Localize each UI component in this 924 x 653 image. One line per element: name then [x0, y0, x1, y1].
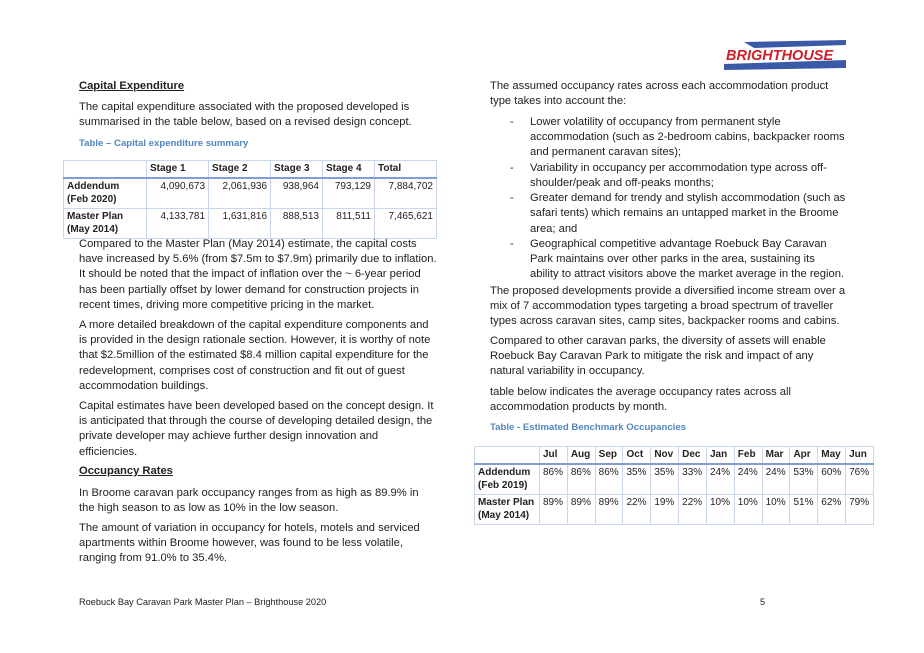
- income-stream-paragraph: The proposed developments provide a diversified income stream over a mix of 7 accommodation types targeting a broad spectrum of traveller types across caravan sites, camp sites, backpacker rooms and cabins.: [490, 285, 846, 328]
- occupancy-header-month: Mar: [762, 447, 790, 464]
- occupancy-header-month: May: [818, 447, 846, 464]
- brighthouse-logo: [724, 40, 846, 70]
- occupancy-row-label: Master Plan (May 2014): [475, 494, 540, 524]
- occupancy-table-header-row: [475, 447, 874, 464]
- capex-cell: 938,964: [271, 178, 323, 209]
- occupancy-header-month: Jan: [706, 447, 734, 464]
- capex-cell: 2,061,936: [209, 178, 271, 209]
- occupancy-cell: 24%: [762, 464, 790, 495]
- occupancy-cell: 24%: [706, 464, 734, 495]
- occupancy-header-month: Nov: [651, 447, 679, 464]
- occupancy-table-caption: Table - Estimated Benchmark Occupancies: [490, 422, 687, 433]
- occupancy-header-month: Sep: [595, 447, 623, 464]
- capex-cell: 4,090,673: [147, 178, 209, 209]
- capex-comparison-paragraph: Compared to the Master Plan (May 2014) estimate, the capital costs have increased by 5.6% (from $7.5m to $7.9m) primarily due to inflation. It should be noted that the impact of inflation over the ~ 6-year period has been partially offset by lower demand for construction projects in recent times, driving more competitive pricing in the market.: [79, 238, 437, 311]
- occupancy-cell: 53%: [790, 464, 818, 495]
- list-item: - Variability in occupancy per accommodation type across off-shoulder/peak and off-peaks months;: [490, 161, 846, 191]
- capex-header-empty: [64, 161, 147, 178]
- capex-header-total: Total: [374, 161, 436, 178]
- table-row: [475, 464, 874, 495]
- occupancy-cell: 60%: [818, 464, 846, 495]
- occupancy-header-month: Oct: [623, 447, 651, 464]
- occupancy-cell: 62%: [818, 494, 846, 524]
- table-row: [475, 494, 874, 524]
- occupancy-cell: 86%: [567, 464, 595, 495]
- occupancy-cell: 10%: [734, 494, 762, 524]
- occupancy-cell: 10%: [706, 494, 734, 524]
- occupancy-header-month: Jun: [846, 447, 874, 464]
- capex-breakdown-paragraph: A more detailed breakdown of the capital expenditure components and is provided in the design rationale section. However, it is worthy of note that $2.5million of the estimated $8.4 million capital expenditure for the redevelopment, comprises cost of construction and fit out of guest accommodation buildings.: [79, 319, 431, 392]
- capex-estimates-paragraph: Capital estimates have been developed based on the concept design. It is anticipated that through the course of developing detailed design, the private developer may achieve further design innovation and efficiencies.: [79, 400, 434, 458]
- capex-intro-paragraph: The capital expenditure associated with the proposed developed is summarised in the table below, based on a revised design concept.: [79, 101, 412, 129]
- broome-occupancy-paragraph: In Broome caravan park occupancy ranges from as high as 89.9% in the high season to as low as 10% in the low season.: [79, 487, 419, 515]
- occupancy-cell: 79%: [846, 494, 874, 524]
- capex-cell: 793,129: [323, 178, 375, 209]
- assumed-occupancy-paragraph: The assumed occupancy rates across each accommodation product type takes into account the:: [490, 80, 829, 108]
- occupancy-cell: 35%: [623, 464, 651, 495]
- occupancy-cell: 10%: [762, 494, 790, 524]
- capex-header-stage4: Stage 4: [323, 161, 375, 178]
- occupancy-header-month: Jul: [540, 447, 568, 464]
- occupancy-cell: 22%: [679, 494, 707, 524]
- occupancy-table: [474, 446, 874, 525]
- occupancy-row-label: Addendum (Feb 2019): [475, 464, 540, 495]
- capex-cell: 1,631,816: [209, 208, 271, 238]
- occupancy-cell: 51%: [790, 494, 818, 524]
- logo-swoosh-top: [744, 40, 846, 48]
- occupancy-cell: 19%: [651, 494, 679, 524]
- capex-header-stage2: Stage 2: [209, 161, 271, 178]
- occupancy-factors-list: [490, 115, 846, 283]
- capex-header-stage1: Stage 1: [147, 161, 209, 178]
- capex-row-label: Master Plan (May 2014): [64, 208, 147, 238]
- occupancy-cell: 24%: [734, 464, 762, 495]
- occupancy-cell: 86%: [540, 464, 568, 495]
- occupancy-header-month: Dec: [679, 447, 707, 464]
- capex-table-header-row: [64, 161, 437, 178]
- occupancy-cell: 86%: [595, 464, 623, 495]
- occupancy-cell: 76%: [846, 464, 874, 495]
- list-item: - Geographical competitive advantage Roebuck Bay Caravan Park maintains over other parks in the area, sustaining its ability to attract visitors above the market average in the region.: [490, 237, 846, 283]
- table-row: [64, 178, 437, 209]
- capex-cell: 811,511: [323, 208, 375, 238]
- hotel-variation-paragraph: The amount of variation in occupancy for hotels, motels and serviced apartments within Broome however, was found to be less volatile, ranging from 91.0% to 35.4%.: [79, 522, 420, 565]
- capex-table: [63, 160, 437, 239]
- footer-text: Roebuck Bay Caravan Park Master Plan – Brighthouse 2020: [79, 597, 327, 607]
- occupancy-cell: 89%: [540, 494, 568, 524]
- occupancy-header-month: Feb: [734, 447, 762, 464]
- capex-row-label: Addendum (Feb 2020): [64, 178, 147, 209]
- occupancy-table-intro: table below indicates the average occupancy rates across all accommodation products by month.: [490, 386, 791, 414]
- capex-cell: 7,465,621: [374, 208, 436, 238]
- occupancy-rates-heading: Occupancy Rates: [79, 465, 173, 477]
- occupancy-header-month: Aug: [567, 447, 595, 464]
- capex-cell: 7,884,702: [374, 178, 436, 209]
- capex-table-caption: Table – Capital expenditure summary: [79, 138, 249, 149]
- occupancy-cell: 22%: [623, 494, 651, 524]
- occupancy-cell: 33%: [679, 464, 707, 495]
- occupancy-cell: 35%: [651, 464, 679, 495]
- logo-text: BRIGHTHOUSE: [726, 48, 834, 64]
- occupancy-cell: 89%: [595, 494, 623, 524]
- list-item: - Greater demand for trendy and stylish accommodation (such as safari tents) which remains an untapped market in the Broome area; and: [490, 191, 846, 237]
- list-item: - Lower volatility of occupancy from permanent style accommodation (such as 2-bedroom cabins, backpacker rooms and permanent caravan sites);: [490, 115, 846, 161]
- capex-header-stage3: Stage 3: [271, 161, 323, 178]
- occupancy-cell: 89%: [567, 494, 595, 524]
- page-number: 5: [760, 597, 766, 607]
- diversity-paragraph: Compared to other caravan parks, the diversity of assets will enable Roebuck Bay Caravan Park to mitigate the risk and impact of any natural variability in occupancy.: [490, 335, 826, 378]
- occupancy-header-month: Apr: [790, 447, 818, 464]
- occupancy-header-empty: [475, 447, 540, 464]
- table-row: [64, 208, 437, 238]
- capex-cell: 4,133,781: [147, 208, 209, 238]
- capital-expenditure-heading: Capital Expenditure: [79, 80, 185, 92]
- capex-cell: 888,513: [271, 208, 323, 238]
